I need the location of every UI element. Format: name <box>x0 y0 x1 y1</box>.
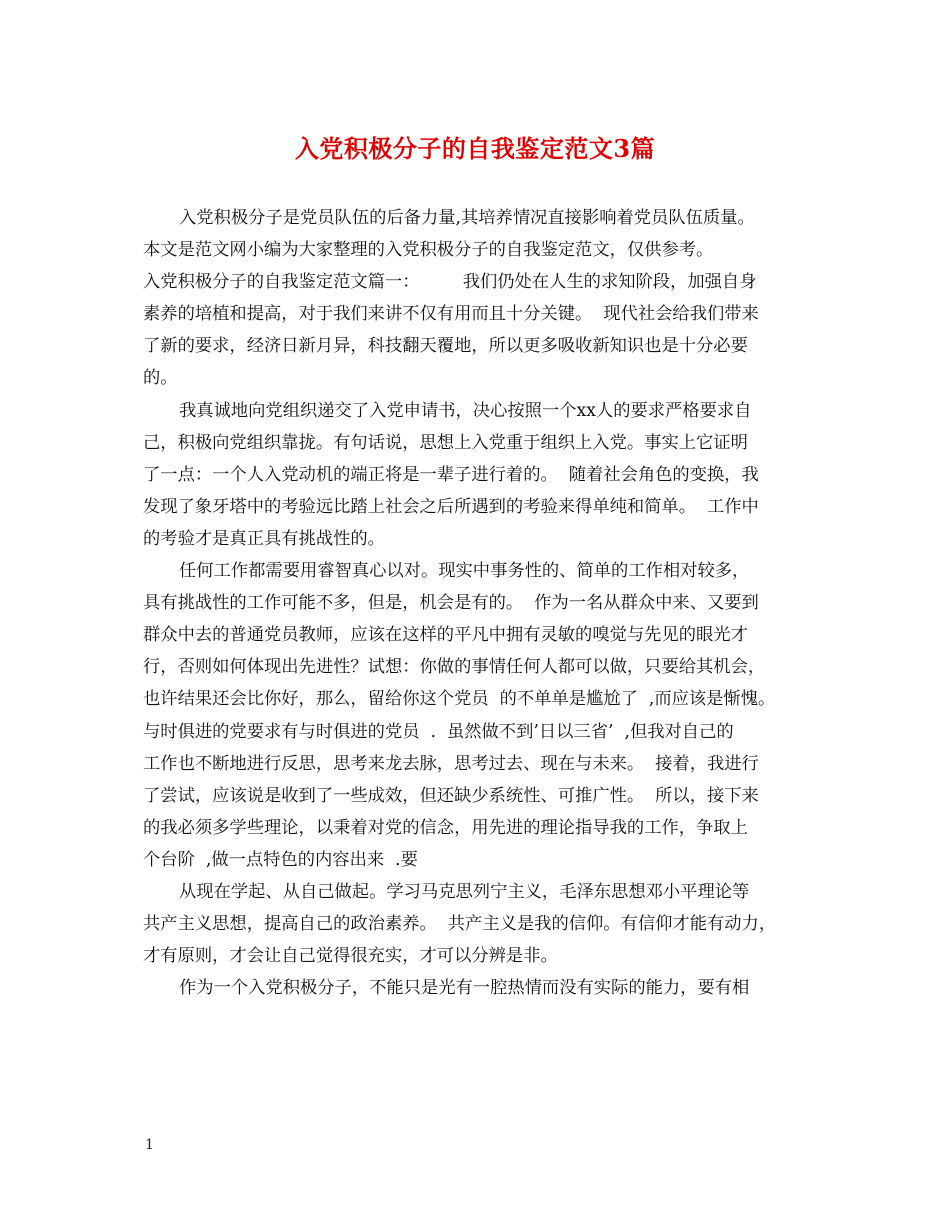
text-line: 具有挑战性的工作可能不多，但是，机会是有的。 作为一名从群众中来、又要到 <box>143 593 759 614</box>
text-line: 行，否则如何体现出先进性？试想：你做的事情任何人都可以做，只要给其机会， <box>143 657 766 678</box>
document-title: 入党积极分子的自我鉴定范文3篇 <box>294 134 656 163</box>
text-line: 我真诚地向党组织递交了入党申请书，决心按照一个xx人的要求严格要求自 <box>179 400 752 421</box>
text-line: 个台阶 ,做一点特色的内容出来 .要 <box>143 849 418 870</box>
text-line: 从现在学起、从自己做起。学习马克思列宁主义，毛泽东思想邓小平理论等 <box>179 881 750 902</box>
text-line: 才有原则，才会让自己觉得很充实，才可以分辨是非。 <box>143 946 558 967</box>
text-line: 的考验才是真正具有挑战性的。 <box>143 528 385 549</box>
text-line: 了尝试，应该说是收到了一些成效，但还缺少系统性、可推广性。 所以，接下来 <box>143 785 759 806</box>
text-line: 了一点：一个人入党动机的端正将是一辈子进行着的。 随着社会角色的变换，我 <box>143 464 759 485</box>
text-line: 发现了象牙塔中的考验远比踏上社会之后所遇到的考验来得单纯和简单。 工作中 <box>143 496 759 517</box>
text-line: 任何工作都需要用睿智真心以对。现实中事务性的、简单的工作相对较多， <box>179 561 750 582</box>
text-line: 群众中去的普通党员教师，应该在这样的平凡中拥有灵敏的嗅觉与先见的眼光才 <box>143 625 748 646</box>
text-line: 了新的要求，经济日新月异，科技翻天覆地，所以更多吸收新知识也是十分必要 <box>143 336 748 357</box>
text-line: 己，积极向党组织靠拢。有句话说，思想上入党重于组织上入党。事实上它证明 <box>143 432 748 453</box>
text-line: 工作也不断地进行反思，思考来龙去脉，思考过去、现在与未来。 接着，我进行 <box>143 753 759 774</box>
text-line: 入党积极分子是党员队伍的后备力量,其培养情况直接影响着党员队伍质量。 <box>179 208 755 228</box>
text-line: 的我必须多学些理论，以秉着对党的信念，用先进的理论指导我的工作，争取上 <box>143 817 748 838</box>
page-number: 1 <box>145 1137 154 1153</box>
text-line: 本文是范文网小编为大家整理的入党积极分子的自我鉴定范文，仅供参考。 <box>143 240 714 261</box>
text-line: 入党积极分子的自我鉴定范文篇一： 我们仍处在人生的求知阶段，加强自身 <box>143 272 757 293</box>
text-line: 素养的培植和提高，对于我们来讲不仅有用而且十分关键。 现代社会给我们带来 <box>143 304 759 325</box>
text-line: 的。 <box>143 368 178 389</box>
document-body <box>143 202 823 1004</box>
text-line: 与时俱进的党要求有与时俱进的党员 . 虽然做不到’日以三省’ ,但我对自己的 <box>143 721 734 742</box>
text-line: 共产主义思想，提高自己的政治素养。 共产主义是我的信仰。有信仰才能有动力， <box>143 914 777 935</box>
text-line: 也许结果还会比你好，那么，留给你这个党员 的不单单是尴尬了 ,而应该是惭愧。 <box>143 689 776 710</box>
text-line: 作为一个入党积极分子，不能只是光有一腔热情而没有实际的能力，要有相 <box>179 978 750 999</box>
